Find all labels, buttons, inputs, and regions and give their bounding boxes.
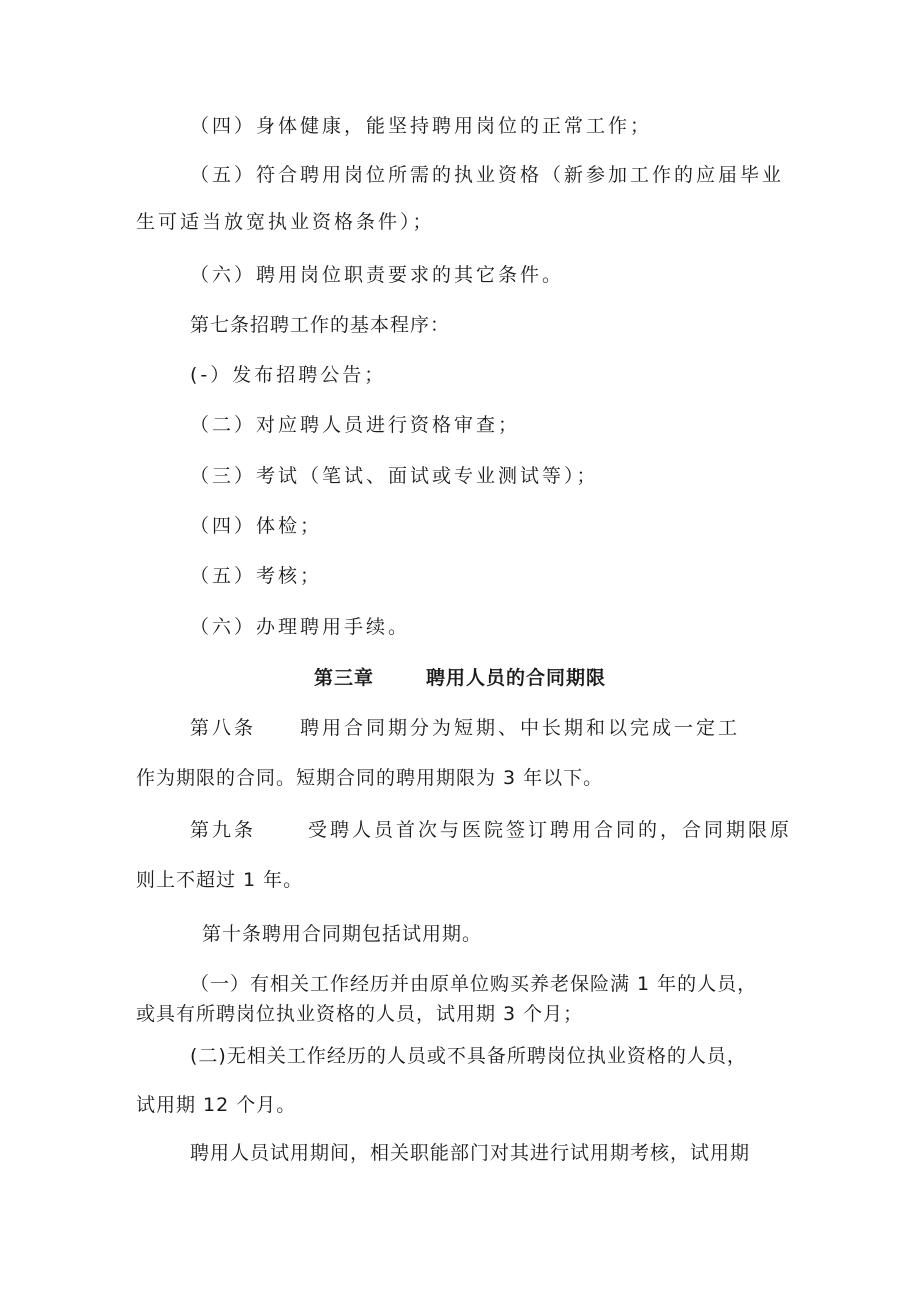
clause-6-other-conditions: （六）聘用岗位职责要求的其它条件。 <box>190 264 565 286</box>
procedure-6: （六）办理聘用手续。 <box>190 616 411 638</box>
procedure-4: （四）体检； <box>190 515 323 537</box>
article-10-item2-line2: 试用期 12 个月。 <box>136 1094 297 1116</box>
article-9-line2: 则上不超过 1 年。 <box>136 869 304 891</box>
clause-4-health: （四）身体健康，能坚持聘用岗位的正常工作； <box>190 115 653 137</box>
article-10-item2-line1: (二)无相关工作经历的人员或不具备所聘岗位执业资格的人员， <box>190 1045 747 1067</box>
clause-5-qualification-line1: （五）符合聘用岗位所需的执业资格（新参加工作的应届毕业 <box>190 164 785 186</box>
chapter-number: 第三章 <box>313 667 374 689</box>
article-9-line1 <box>190 818 792 842</box>
probation-assessment-line: 聘用人员试用期间，相关职能部门对其进行试用期考核，试用期 <box>190 1142 751 1164</box>
chapter-title: 聘用人员的合同期限 <box>426 667 607 689</box>
article-7-title: 第七条招聘工作的基本程序： <box>190 314 451 336</box>
procedure-3: （三）考试（笔试、面试或专业测试等）； <box>190 465 599 487</box>
procedure-5: （五）考核； <box>190 565 323 587</box>
article-10-title: 第十条聘用合同期包括试用期。 <box>202 923 483 945</box>
procedure-1: (-）发布招聘公告； <box>190 364 387 386</box>
article-8-text: 聘用合同期分为短期、中长期和以完成一定工 <box>300 717 741 739</box>
article-9-label: 第九条 <box>190 819 257 841</box>
chapter-heading <box>0 666 920 690</box>
article-9-text: 受聘人员首次与医院签订聘用合同的，合同期限原 <box>308 819 793 841</box>
article-10-item1-line1: （一）有相关工作经历并由原单位购买养老保险满 1 年的人员， <box>190 973 758 995</box>
clause-5-qualification-line2: 生可适当放宽执业资格条件）； <box>136 211 435 233</box>
article-8-line1 <box>190 716 740 740</box>
article-10-item1-line2: 或具有所聘岗位执业资格的人员，试用期 3 个月； <box>136 1003 584 1025</box>
article-8-line2: 作为期限的合同。短期合同的聘用期限为 3 年以下。 <box>136 767 604 789</box>
procedure-2: （二）对应聘人员进行资格审查； <box>190 414 521 436</box>
article-8-label: 第八条 <box>190 717 257 739</box>
